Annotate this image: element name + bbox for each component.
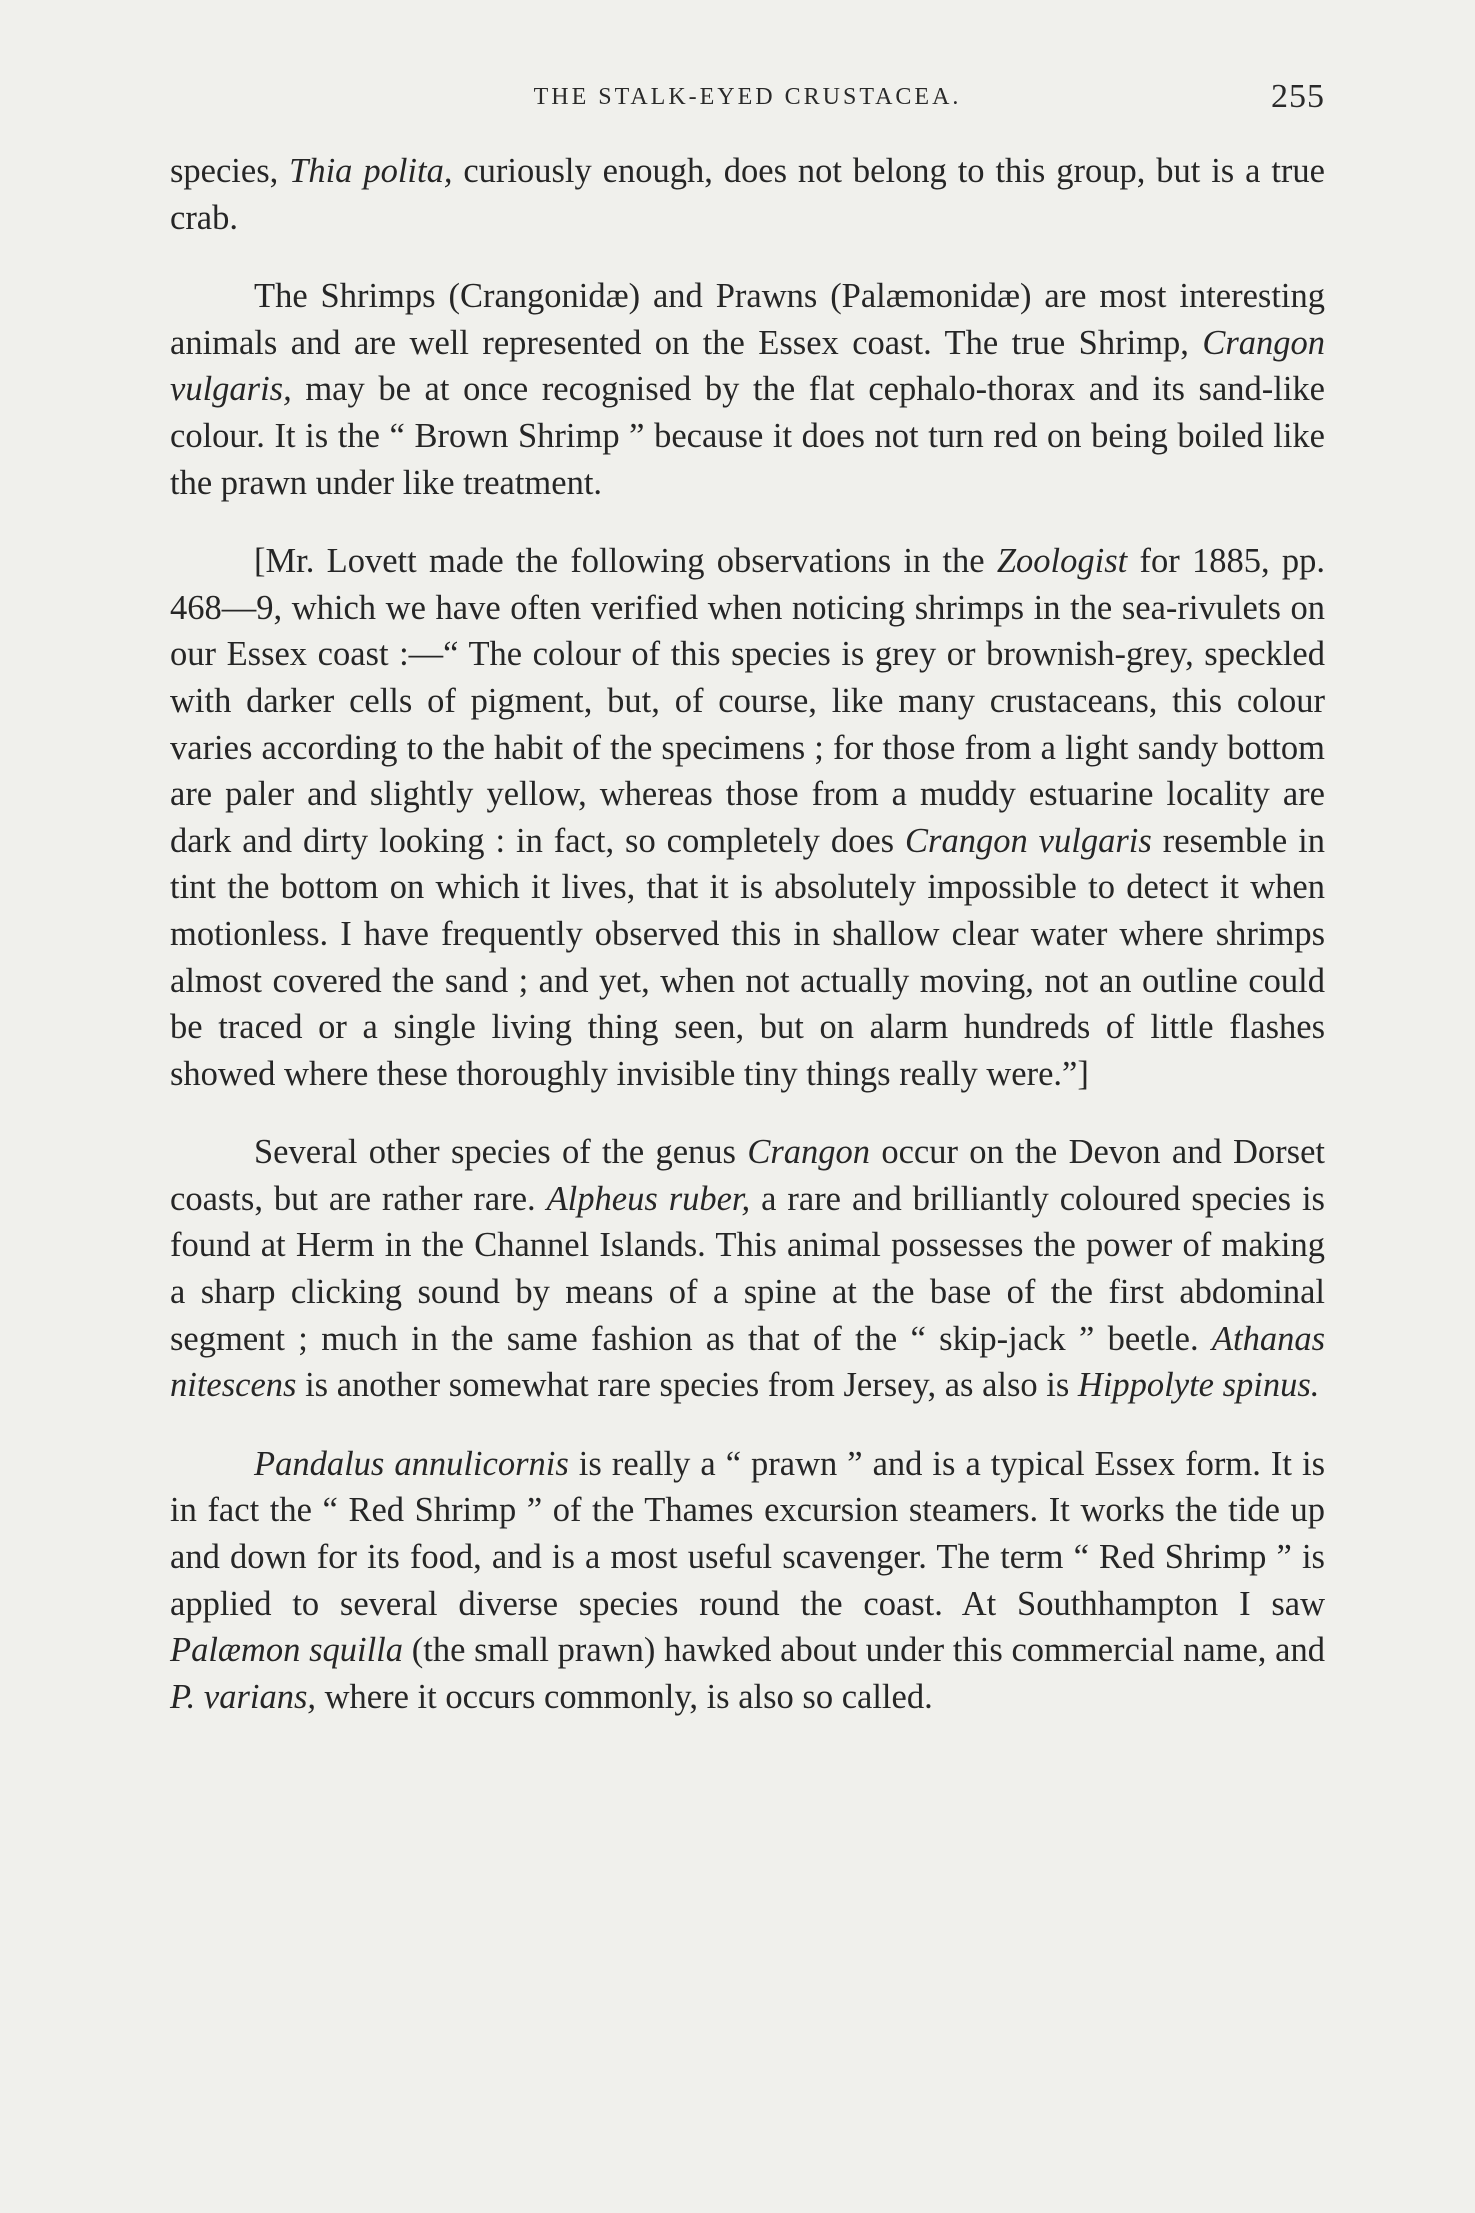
italic-species-name: Hippolyte spinus. <box>1077 1366 1320 1405</box>
running-head: THE STALK-EYED CRUSTACEA. <box>533 84 962 110</box>
text-run: [Mr. Lovett made the following observations in the <box>254 542 997 581</box>
text-run: for 1885, pp. 468—9, which we have often verified when noticing shrimps in the sea-rivulets on our Essex coast :—“ The colour of this species is grey or brownish-grey, speckled with darker cells of pigment, but, of course, like many crustaceans, this colour varies according to the habit of the specimens ; for those from a light sandy bottom are paler and slightly yellow, whereas those from a muddy estuarine locality are dark and dirty looking : in fact, so completely does <box>170 542 1325 860</box>
paragraph-5 <box>170 1441 1325 1721</box>
paragraph-2 <box>170 273 1325 506</box>
italic-genus-name: Crangon <box>747 1133 870 1172</box>
page-number: 255 <box>1271 78 1325 115</box>
italic-species-name: Palæmon squilla <box>170 1631 404 1670</box>
text-run: Several other species of the genus <box>254 1133 748 1172</box>
body-text <box>170 148 1325 1720</box>
text-run: (the small prawn) hawked about under this commercial name, and <box>403 1631 1325 1670</box>
text-run: resemble in tint the bottom on which it lives, that it is absolutely impossible to detect it when motionless. I have frequently observed this in shallow clear water where shrimps almost covered the sand ; and yet, when not actually moving, not an outline could be traced or a single living thing seen, but on alarm hundreds of little flashes showed where these thoroughly invisible tiny things really were.”] <box>170 821 1326 1093</box>
page-header <box>170 78 1325 128</box>
italic-species-name: Alpheus ruber, <box>546 1179 751 1218</box>
text-run: is really a “ prawn ” and is a typical Essex form. It is in fact the “ Red Shrimp ” of the Thames excursion steamers. It works the tide up and down for its food, and is a most useful scavenger. The term “ Red Shrimp ” is applied to several diverse species round the coast. At Southhampton I saw <box>170 1444 1325 1623</box>
text-run: may be at once recognised by the flat cephalo-thorax and its sand-like colour. It is the “ Brown Shrimp ” because it does not turn red on being boiled like the prawn under like treatment. <box>170 370 1325 502</box>
italic-species-name: Athanas nitescens <box>170 1319 1325 1405</box>
italic-species-name: Pandalus annulicornis <box>254 1444 569 1483</box>
italic-species-name: Crangon vulgaris, <box>170 323 1325 409</box>
italic-journal-name: Zoologist <box>996 542 1128 581</box>
text-run: is another somewhat rare species from Jersey, as also is <box>296 1366 1078 1405</box>
text-run: a rare and brilliantly coloured species is found at Herm in the Channel Islands. This animal possesses the power of making a sharp clicking sound by means of a spine at the base of the first abdominal segment ; much in the same fashion as that of the “ skip-jack ” beetle. <box>170 1179 1325 1358</box>
paragraph-3 <box>170 538 1325 1097</box>
paragraph-1 <box>170 148 1325 241</box>
italic-species-name: P. varians, <box>170 1677 317 1716</box>
italic-species-name: Crangon vulgaris <box>905 821 1152 860</box>
italic-species-name: Thia polita, <box>289 152 453 190</box>
paragraph-4 <box>170 1129 1325 1409</box>
text-run: occur on the Devon and Dorset coasts, but are rather rare. <box>170 1133 1325 1218</box>
text-run: curiously enough, does not belong to this group, but is a true crab. <box>170 152 1325 237</box>
text-run: where it occurs commonly, is also so called. <box>316 1677 933 1716</box>
text-run: The Shrimps (Crangonidæ) and Prawns (Palæmonidæ) are most interesting animals and are well represented on the Essex coast. The true Shrimp, <box>170 277 1325 362</box>
text-run: species, <box>170 152 290 190</box>
